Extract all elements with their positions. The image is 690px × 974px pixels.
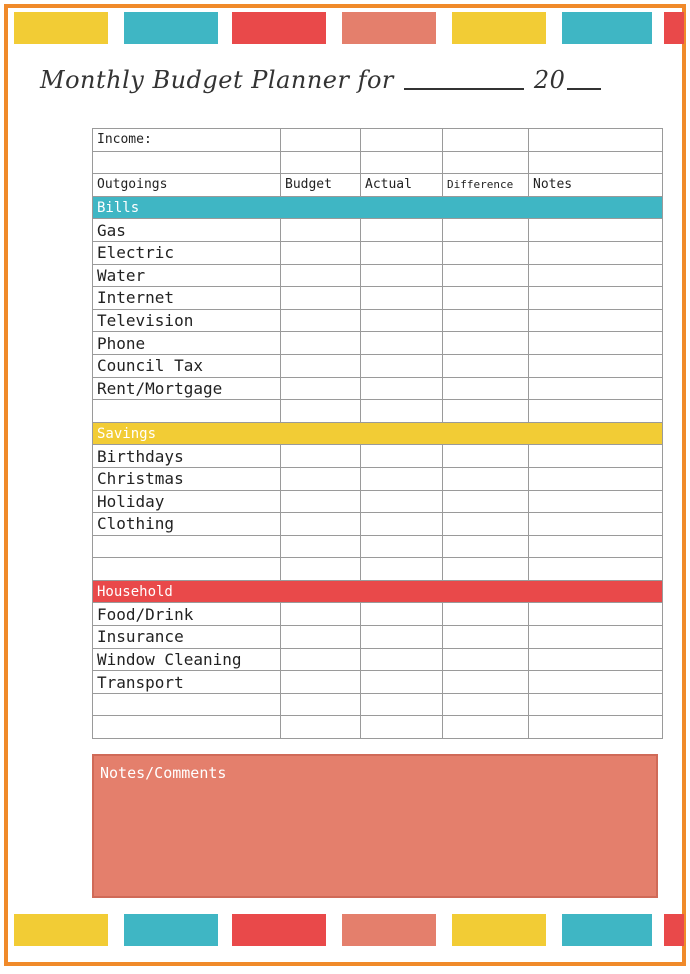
entry-cell[interactable] <box>529 648 663 671</box>
entry-cell[interactable] <box>281 648 361 671</box>
stripe-block-salmon <box>342 12 436 44</box>
actual-column-header: Actual <box>361 174 443 197</box>
entry-cell[interactable] <box>529 332 663 355</box>
row-label: Food/Drink <box>93 603 281 626</box>
row-label: Birthdays <box>93 445 281 468</box>
budget-planner-page <box>4 4 686 966</box>
entry-cell[interactable] <box>443 309 529 332</box>
table-row <box>93 332 663 355</box>
entry-cell[interactable] <box>361 513 443 536</box>
entry-cell[interactable] <box>443 354 529 377</box>
notes-column-header: Notes <box>529 174 663 197</box>
entry-cell[interactable] <box>361 648 443 671</box>
entry-cell[interactable] <box>281 445 361 468</box>
table-row <box>93 241 663 264</box>
entry-cell[interactable] <box>361 626 443 649</box>
entry-cell[interactable] <box>361 264 443 287</box>
table-row <box>93 309 663 332</box>
blank-cell[interactable] <box>361 558 443 581</box>
title-text: Monthly Budget Planner for <box>40 66 394 94</box>
page-title <box>40 66 601 94</box>
income-cell[interactable] <box>443 129 529 152</box>
blank-cell[interactable] <box>281 535 361 558</box>
entry-cell[interactable] <box>281 241 361 264</box>
table-row <box>93 467 663 490</box>
budget-table <box>92 128 663 739</box>
table-row <box>93 377 663 400</box>
entry-cell[interactable] <box>361 354 443 377</box>
entry-cell[interactable] <box>529 287 663 310</box>
stripe-block-yellow <box>452 914 546 946</box>
entry-cell[interactable] <box>281 219 361 242</box>
table-row <box>93 626 663 649</box>
entry-cell[interactable] <box>443 626 529 649</box>
entry-cell[interactable] <box>529 626 663 649</box>
month-blank-line[interactable] <box>404 87 524 90</box>
entry-cell[interactable] <box>361 467 443 490</box>
row-label: Council Tax <box>93 354 281 377</box>
entry-cell[interactable] <box>361 377 443 400</box>
entry-cell[interactable] <box>443 467 529 490</box>
blank-row <box>93 693 663 716</box>
entry-cell[interactable] <box>361 490 443 513</box>
entry-cell[interactable] <box>361 603 443 626</box>
income-cell[interactable] <box>529 129 663 152</box>
blank-cell[interactable] <box>281 558 361 581</box>
blank-cell[interactable] <box>93 535 281 558</box>
stripe-block-red <box>664 914 684 946</box>
entry-cell[interactable] <box>361 219 443 242</box>
entry-cell[interactable] <box>443 648 529 671</box>
blank-cell[interactable] <box>443 535 529 558</box>
blank-cell[interactable] <box>93 693 281 716</box>
entry-cell[interactable] <box>281 309 361 332</box>
blank-cell[interactable] <box>443 693 529 716</box>
year-prefix: 20 <box>533 66 566 94</box>
blank-cell[interactable] <box>443 151 529 174</box>
blank-cell[interactable] <box>93 558 281 581</box>
stripe-block-yellow <box>452 12 546 44</box>
income-blank-row <box>93 151 663 174</box>
entry-cell[interactable] <box>281 287 361 310</box>
blank-row <box>93 716 663 739</box>
entry-cell[interactable] <box>281 626 361 649</box>
budget-column-header: Budget <box>281 174 361 197</box>
blank-cell[interactable] <box>281 151 361 174</box>
entry-cell[interactable] <box>281 603 361 626</box>
entry-cell[interactable] <box>529 219 663 242</box>
stripe-block-red <box>232 914 326 946</box>
section-header-savings <box>93 422 663 445</box>
entry-cell[interactable] <box>281 354 361 377</box>
table-row <box>93 445 663 468</box>
entry-cell[interactable] <box>443 490 529 513</box>
entry-cell[interactable] <box>281 377 361 400</box>
stripe-block-red <box>232 12 326 44</box>
entry-cell[interactable] <box>281 332 361 355</box>
income-cell[interactable] <box>361 129 443 152</box>
section-header-bills <box>93 196 663 219</box>
blank-row <box>93 535 663 558</box>
entry-cell[interactable] <box>361 445 443 468</box>
stripe-block-red <box>664 12 684 44</box>
entry-cell[interactable] <box>529 445 663 468</box>
entry-cell[interactable] <box>443 603 529 626</box>
blank-cell[interactable] <box>93 151 281 174</box>
entry-cell[interactable] <box>281 264 361 287</box>
stripe-block-teal <box>124 12 218 44</box>
table-row <box>93 671 663 694</box>
blank-cell[interactable] <box>93 716 281 739</box>
table-row <box>93 287 663 310</box>
entry-cell[interactable] <box>361 287 443 310</box>
entry-cell[interactable] <box>361 671 443 694</box>
entry-cell[interactable] <box>529 513 663 536</box>
blank-cell[interactable] <box>281 716 361 739</box>
section-header-household <box>93 580 663 603</box>
blank-cell[interactable] <box>361 400 443 423</box>
top-color-stripe <box>14 12 676 44</box>
entry-cell[interactable] <box>529 264 663 287</box>
section-title: Household <box>93 580 663 603</box>
row-label: Electric <box>93 241 281 264</box>
entry-cell[interactable] <box>281 490 361 513</box>
row-label: Internet <box>93 287 281 310</box>
column-header-row <box>93 174 663 197</box>
bottom-color-stripe <box>14 914 676 946</box>
table-row <box>93 219 663 242</box>
row-label: Phone <box>93 332 281 355</box>
entry-cell[interactable] <box>443 332 529 355</box>
income-row <box>93 129 663 152</box>
entry-cell[interactable] <box>443 287 529 310</box>
entry-cell[interactable] <box>443 513 529 536</box>
blank-row <box>93 400 663 423</box>
entry-cell[interactable] <box>443 264 529 287</box>
income-label: Income: <box>93 129 281 152</box>
section-title: Savings <box>93 422 663 445</box>
table-row <box>93 648 663 671</box>
table-row <box>93 603 663 626</box>
row-label: Christmas <box>93 467 281 490</box>
table-row <box>93 264 663 287</box>
table-row <box>93 490 663 513</box>
stripe-block-teal <box>562 914 652 946</box>
entry-cell[interactable] <box>529 309 663 332</box>
row-label: Window Cleaning <box>93 648 281 671</box>
entry-cell[interactable] <box>361 332 443 355</box>
entry-cell[interactable] <box>529 603 663 626</box>
blank-cell[interactable] <box>529 151 663 174</box>
entry-cell[interactable] <box>281 467 361 490</box>
entry-cell[interactable] <box>281 513 361 536</box>
blank-cell[interactable] <box>281 400 361 423</box>
blank-cell[interactable] <box>529 693 663 716</box>
entry-cell[interactable] <box>529 354 663 377</box>
year-blank-line[interactable] <box>567 87 601 90</box>
blank-cell[interactable] <box>443 716 529 739</box>
difference-column-header: Difference <box>443 174 529 197</box>
entry-cell[interactable] <box>443 377 529 400</box>
entry-cell[interactable] <box>529 467 663 490</box>
row-label: Transport <box>93 671 281 694</box>
section-title: Bills <box>93 196 663 219</box>
row-label: Rent/Mortgage <box>93 377 281 400</box>
blank-cell[interactable] <box>443 558 529 581</box>
entry-cell[interactable] <box>529 490 663 513</box>
blank-cell[interactable] <box>443 400 529 423</box>
entry-cell[interactable] <box>443 445 529 468</box>
blank-cell[interactable] <box>529 716 663 739</box>
outgoings-header: Outgoings <box>93 174 281 197</box>
entry-cell[interactable] <box>443 219 529 242</box>
blank-cell[interactable] <box>361 693 443 716</box>
blank-cell[interactable] <box>361 151 443 174</box>
entry-cell[interactable] <box>361 241 443 264</box>
notes-comments-box[interactable] <box>92 754 658 898</box>
entry-cell[interactable] <box>361 309 443 332</box>
stripe-block-salmon <box>342 914 436 946</box>
entry-cell[interactable] <box>281 671 361 694</box>
row-label: Holiday <box>93 490 281 513</box>
blank-cell[interactable] <box>529 535 663 558</box>
blank-cell[interactable] <box>281 693 361 716</box>
table-row <box>93 513 663 536</box>
blank-cell[interactable] <box>529 400 663 423</box>
stripe-block-yellow <box>14 12 108 44</box>
entry-cell[interactable] <box>529 377 663 400</box>
stripe-block-teal <box>124 914 218 946</box>
blank-cell[interactable] <box>361 716 443 739</box>
stripe-block-yellow <box>14 914 108 946</box>
entry-cell[interactable] <box>443 241 529 264</box>
income-cell[interactable] <box>281 129 361 152</box>
stripe-block-teal <box>562 12 652 44</box>
row-label: Gas <box>93 219 281 242</box>
blank-cell[interactable] <box>361 535 443 558</box>
row-label: Clothing <box>93 513 281 536</box>
notes-comments-label: Notes/Comments <box>100 764 227 782</box>
entry-cell[interactable] <box>529 241 663 264</box>
blank-cell[interactable] <box>93 400 281 423</box>
blank-row <box>93 558 663 581</box>
entry-cell[interactable] <box>529 671 663 694</box>
row-label: Insurance <box>93 626 281 649</box>
table-row <box>93 354 663 377</box>
row-label: Television <box>93 309 281 332</box>
blank-cell[interactable] <box>529 558 663 581</box>
entry-cell[interactable] <box>443 671 529 694</box>
row-label: Water <box>93 264 281 287</box>
